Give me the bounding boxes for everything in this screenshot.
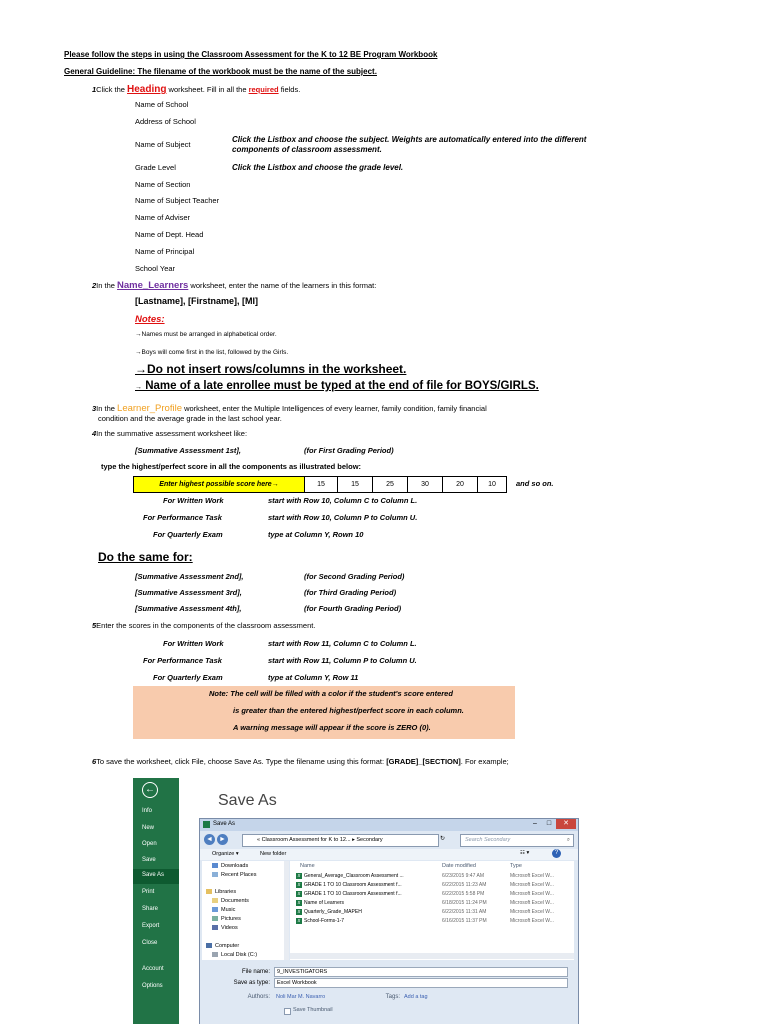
and-so-on: and so on. bbox=[516, 479, 554, 488]
row-label: For Quarterly Exam bbox=[153, 530, 223, 539]
field-label: Name of Dept. Head bbox=[135, 230, 204, 239]
nav-pictures[interactable]: Pictures bbox=[212, 916, 241, 922]
file-row[interactable]: x GRADE 1 TO 10 Classroom Assessment f... 6/22/2015 5:58 PM Microsoft Excel W... bbox=[297, 891, 554, 897]
videos-icon bbox=[212, 925, 218, 930]
col-header-date[interactable]: Date modified bbox=[442, 863, 476, 869]
documents-icon bbox=[212, 898, 218, 903]
assessment-2nd: [Summative Assessment 2nd], bbox=[135, 572, 244, 581]
heading-link[interactable]: Heading bbox=[127, 84, 167, 95]
music-icon bbox=[212, 907, 218, 912]
navigation-pane bbox=[202, 861, 284, 960]
row-label: For Quarterly Exam bbox=[153, 673, 223, 682]
note-line: is greater than the entered highest/perfect score in each column. bbox=[233, 706, 464, 715]
backstage-new[interactable]: New bbox=[142, 825, 155, 831]
row-desc: start with Row 11, Column C to Column L. bbox=[268, 639, 417, 648]
same-for-heading: Do the same for: bbox=[98, 550, 193, 564]
subject-note-2: components of classroom assessment. bbox=[232, 145, 382, 154]
backstage-close[interactable]: Close bbox=[142, 940, 158, 946]
note-line: A warning message will appear if the score is ZERO (0). bbox=[233, 723, 431, 732]
step3-line: 3In the Learner_Profile worksheet, enter the Multiple Intelligences of every learner, family condition, family financial bbox=[92, 403, 487, 414]
step-number: 4 bbox=[92, 429, 97, 438]
period-3rd: (for Third Grading Period) bbox=[304, 588, 397, 597]
field-label: School Year bbox=[135, 264, 176, 273]
view-icon[interactable]: ☷ ▾ bbox=[520, 850, 530, 856]
warning-late-enrollee: → Name of a late enrollee must be typed at the end of file for BOYS/GIRLS. bbox=[135, 380, 539, 392]
excel-file-icon: x bbox=[297, 891, 301, 897]
backstage-export[interactable]: Export bbox=[142, 923, 160, 929]
authors-value[interactable]: Noli Mar M. Navarro bbox=[276, 994, 326, 1000]
assessment-4th: [Summative Assessment 4th], bbox=[135, 604, 242, 613]
field-label: Address of School bbox=[135, 117, 196, 126]
assessment-1st: [Summative Assessment 1st], bbox=[135, 446, 242, 455]
row-desc: start with Row 10, Column P to Column U. bbox=[268, 513, 418, 522]
step-number: 2 bbox=[92, 281, 97, 290]
excel-file-icon: x bbox=[297, 873, 301, 879]
name-format: [Lastname], [Firstname], [MI] bbox=[135, 296, 259, 306]
backstage-save[interactable]: Save bbox=[142, 857, 156, 863]
search-input[interactable]: Search Secondary ⌕ bbox=[460, 834, 574, 847]
tags-value[interactable]: Add a tag bbox=[404, 994, 428, 1000]
recent-places-icon bbox=[212, 872, 218, 877]
backstage-open[interactable]: Open bbox=[142, 841, 157, 847]
back-icon[interactable]: ◄ bbox=[204, 834, 215, 845]
nav-local-disk[interactable]: Local Disk (C:) bbox=[212, 952, 257, 958]
save-type-label: Save as type: bbox=[233, 980, 270, 986]
thumbnail-label: Save Thumbnail bbox=[293, 1007, 333, 1013]
period-1st: (for First Grading Period) bbox=[304, 446, 394, 455]
row-desc: type at Column Y, Row 11 bbox=[268, 673, 359, 682]
backstage-sidebar bbox=[133, 778, 179, 1024]
nav-libraries[interactable]: Libraries bbox=[206, 889, 236, 895]
save-as-screenshot bbox=[133, 778, 583, 1024]
excel-file-icon: x bbox=[297, 909, 301, 915]
field-label: Name of Principal bbox=[135, 247, 195, 256]
backstage-account[interactable]: Account bbox=[142, 966, 164, 972]
help-icon[interactable]: ? bbox=[552, 849, 561, 858]
step-number: 5 bbox=[92, 621, 97, 630]
nav-music[interactable]: Music bbox=[212, 907, 235, 913]
nav-downloads[interactable]: Downloads bbox=[212, 863, 248, 869]
horizontal-scrollbar[interactable] bbox=[290, 953, 574, 959]
file-row[interactable]: x Name of Learners 6/18/2015 11:24 PM Microsoft Excel W... bbox=[297, 900, 554, 906]
period-4th: (for Fourth Grading Period) bbox=[304, 604, 402, 613]
dialog-titlebar bbox=[200, 819, 578, 831]
note-boys-first: →Boys will come first in the list, followed by the Girls. bbox=[135, 349, 289, 356]
address-bar[interactable]: « Classroom Assessment for K to 12... ▸ Secondary bbox=[242, 834, 439, 847]
excel-icon bbox=[203, 821, 210, 828]
maximize-icon[interactable]: □ bbox=[546, 820, 552, 827]
nav-videos[interactable]: Videos bbox=[212, 925, 238, 931]
step2-line: 2In the Name_Learners worksheet, enter the name of the learners in this format: bbox=[92, 280, 377, 291]
row-desc: start with Row 11, Column P to Column U. bbox=[268, 656, 417, 665]
dialog-title: Save As bbox=[213, 821, 236, 827]
step-number: 6 bbox=[92, 757, 97, 766]
learner-profile-link[interactable]: Learner_Profile bbox=[117, 403, 182, 414]
step4-line: 4In the summative assessment worksheet like: bbox=[92, 429, 248, 438]
instruction: type the highest/perfect score in all the components as illustrated below: bbox=[101, 462, 362, 471]
row-label: For Written Work bbox=[163, 496, 224, 505]
score-cell: 15 bbox=[305, 477, 338, 493]
close-icon[interactable]: ✕ bbox=[556, 819, 576, 829]
field-label: Name of Adviser bbox=[135, 213, 191, 222]
score-cell: 20 bbox=[443, 477, 478, 493]
period-2nd: (for Second Grading Period) bbox=[304, 572, 405, 581]
nav-scrollbar[interactable] bbox=[284, 861, 289, 960]
field-label: Name of School bbox=[135, 100, 189, 109]
backstage-print[interactable]: Print bbox=[142, 889, 155, 895]
score-cell: 30 bbox=[408, 477, 443, 493]
note-box bbox=[133, 686, 515, 739]
subject-note: Click the Listbox and choose the subject. Weights are automatically entered into the different bbox=[232, 135, 587, 144]
computer-icon bbox=[206, 943, 212, 948]
pictures-icon bbox=[212, 916, 218, 921]
notes-label: Notes: bbox=[135, 314, 165, 325]
organize-button[interactable]: Organize ▾ bbox=[212, 851, 239, 857]
dialog-toolbar bbox=[200, 849, 578, 860]
authors-label: Authors: bbox=[247, 994, 270, 1000]
file-list bbox=[290, 861, 574, 960]
file-row[interactable]: x General_Average_Classroom Assessment ... 6/23/2015 9:47 AM Microsoft Excel W... bbox=[297, 873, 554, 879]
file-row[interactable]: x School-Forms-1-7 6/16/2015 11:37 PM Microsoft Excel W... bbox=[297, 918, 554, 924]
note-alphabetical: →Names must be arranged in alphabetical order. bbox=[135, 331, 277, 338]
file-name-label: File name: bbox=[241, 969, 270, 975]
score-label-cell: Enter highest possible score here→ bbox=[134, 477, 305, 493]
libraries-icon bbox=[206, 889, 212, 894]
step6-line: 6To save the worksheet, click File, choose Save As. Type the filename using this format: [GRADE]_[SECTION]. For example; bbox=[92, 757, 509, 766]
file-row[interactable]: x Quarterly_Grade_MAPEH 6/22/2015 11:31 AM Microsoft Excel W... bbox=[297, 909, 554, 915]
backstage-share[interactable]: Share bbox=[142, 906, 159, 912]
step-number: 3 bbox=[92, 404, 97, 413]
thumbnail-checkbox[interactable] bbox=[284, 1008, 291, 1015]
save-type-select[interactable]: Excel Workbook bbox=[274, 978, 568, 988]
save-as-dialog bbox=[199, 818, 579, 1024]
backstage-options[interactable]: Options bbox=[142, 983, 163, 989]
backstage-save-as[interactable]: Save As bbox=[142, 872, 165, 878]
score-table bbox=[133, 476, 507, 493]
excel-file-icon: x bbox=[297, 900, 301, 906]
assessment-3rd: [Summative Assessment 3rd], bbox=[135, 588, 242, 597]
field-label: Name of Subject bbox=[135, 140, 191, 149]
nav-documents[interactable]: Documents bbox=[212, 898, 249, 904]
row-label: For Written Work bbox=[163, 639, 224, 648]
excel-file-icon: x bbox=[297, 918, 301, 924]
file-row[interactable]: x GRADE 1 TO 10 Classroom Assessment f... 6/22/2015 11:23 AM Microsoft Excel W... bbox=[297, 882, 554, 888]
step5-line: 5Enter the scores in the components of the classroom assessment. bbox=[92, 621, 316, 630]
score-cell: 25 bbox=[373, 477, 408, 493]
score-cell: 15 bbox=[338, 477, 373, 493]
excel-file-icon: x bbox=[297, 882, 301, 888]
back-arrow-icon[interactable]: ← bbox=[142, 782, 158, 798]
disk-icon bbox=[212, 952, 218, 957]
save-as-heading: Save As bbox=[218, 792, 277, 809]
backstage-info[interactable]: Info bbox=[142, 808, 153, 814]
file-name-input[interactable]: 9_INVESTIGATORS bbox=[274, 967, 568, 977]
score-cell: 10 bbox=[478, 477, 507, 493]
search-icon: ⌕ bbox=[566, 837, 570, 843]
row-label: For Performance Task bbox=[143, 656, 222, 665]
minimize-icon[interactable]: – bbox=[533, 820, 537, 827]
row-label: For Performance Task bbox=[143, 513, 222, 522]
name-learners-link[interactable]: Name_Learners bbox=[117, 280, 189, 291]
forward-icon[interactable]: ► bbox=[217, 834, 228, 845]
tags-label: Tags: bbox=[385, 994, 400, 1000]
nav-computer[interactable]: Computer bbox=[206, 943, 239, 949]
doc-title: Please follow the steps in using the Classroom Assessment for the K to 12 BE Program Workbook bbox=[64, 50, 438, 59]
grade-note: Click the Listbox and choose the grade level. bbox=[232, 163, 404, 172]
field-label: Name of Section bbox=[135, 180, 191, 189]
field-label: Name of Subject Teacher bbox=[135, 196, 220, 205]
downloads-icon bbox=[212, 863, 218, 868]
required-text: required bbox=[248, 85, 279, 94]
refresh-icon[interactable]: ↻ bbox=[440, 836, 446, 842]
step-number: 1 bbox=[92, 85, 97, 94]
new-folder-button[interactable]: New folder bbox=[260, 851, 287, 857]
field-label: Grade Level bbox=[135, 163, 176, 172]
col-header-name[interactable]: Name bbox=[300, 863, 315, 869]
nav-recent-places[interactable]: Recent Places bbox=[212, 872, 256, 878]
row-desc: type at Column Y, Rown 10 bbox=[268, 530, 364, 539]
col-header-type[interactable]: Type bbox=[510, 863, 522, 869]
note-line: Note: The cell will be filled with a color if the student's score entered bbox=[209, 689, 453, 698]
row-desc: start with Row 10, Column C to Column L. bbox=[268, 496, 418, 505]
step3-line2: condition and the average grade in the last school year. bbox=[98, 414, 282, 423]
warning-no-insert: →Do not insert rows/columns in the worksheet. bbox=[135, 362, 407, 376]
step1-line: 1Click the Heading worksheet. Fill in all the required fields. bbox=[92, 84, 301, 95]
general-guideline: General Guideline: The filename of the workbook must be the name of the subject. bbox=[64, 67, 377, 76]
